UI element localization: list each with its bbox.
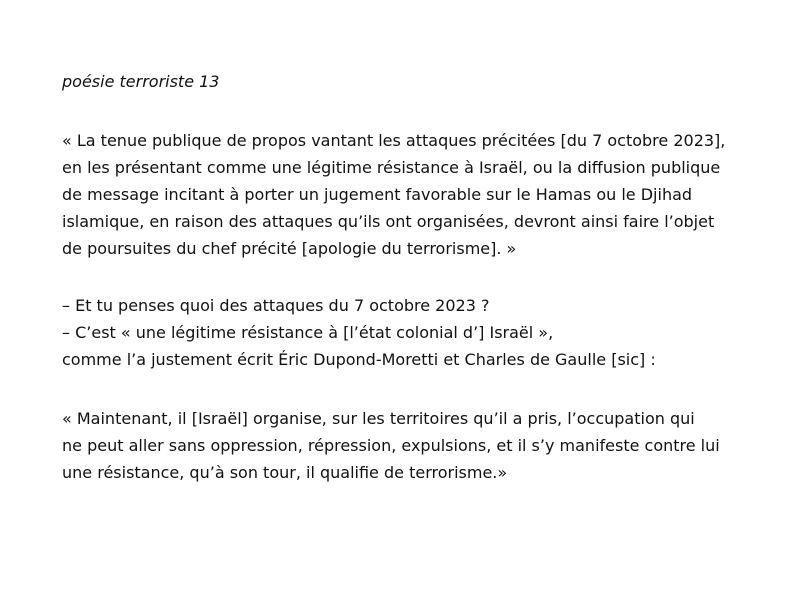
poem-title: poésie terroriste 13	[62, 72, 220, 91]
text-line: « La tenue publique de propos vantant les attaques précitées [du 7 octobre 2023],	[62, 131, 726, 150]
text-line: – Et tu penses quoi des attaques du 7 octobre 2023 ?	[62, 296, 490, 315]
text-line: – C’est « une légitime résistance à [l’état colonial d’] Israël »,	[62, 323, 554, 342]
text-line: « Maintenant, il [Israël] organise, sur les territoires qu’il a pris, l’occupation qui	[62, 409, 695, 428]
quote-paragraph-de-gaulle	[62, 405, 720, 486]
text-line: une résistance, qu’à son tour, il qualifie de terrorisme.»	[62, 463, 508, 482]
dialogue-paragraph	[62, 292, 656, 373]
text-line: en les présentant comme une légitime résistance à Israël, ou la diffusion publique	[62, 158, 721, 177]
text-line: comme l’a justement écrit Éric Dupond-Moretti et Charles de Gaulle [sic] :	[62, 350, 656, 369]
text-line: de message incitant à porter un jugement favorable sur le Hamas ou le Djihad	[62, 185, 693, 204]
text-line: ne peut aller sans oppression, répression, expulsions, et il s’y manifeste contre lui	[62, 436, 720, 455]
text-line: islamique, en raison des attaques qu’ils ont organisées, devront ainsi faire l’objet	[62, 212, 715, 231]
text-line: de poursuites du chef précité [apologie du terrorisme]. »	[62, 239, 517, 258]
quote-paragraph-circular	[62, 127, 725, 262]
